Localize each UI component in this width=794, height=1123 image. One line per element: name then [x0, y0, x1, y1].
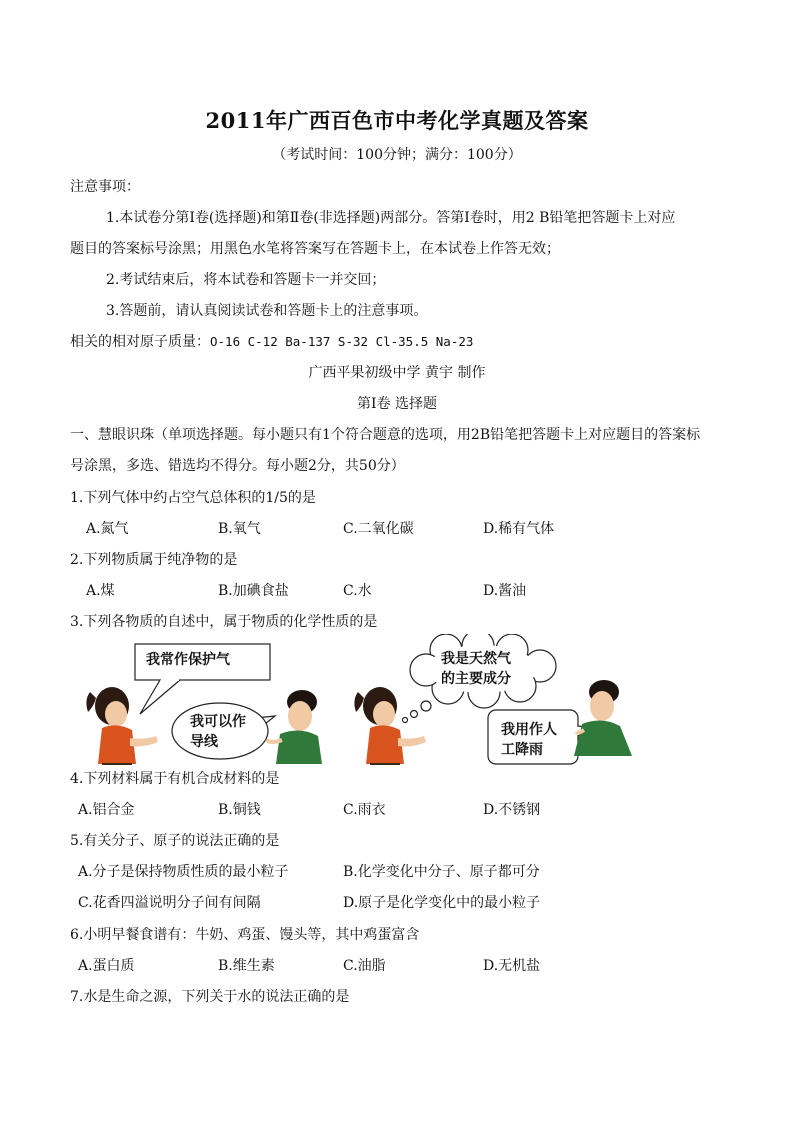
question-stem: 5.有关分子、原子的说法正确的是 — [70, 833, 280, 849]
option-a: A.分子是保持物质性质的最小粒子 — [78, 864, 289, 880]
girl-figure-right — [354, 687, 426, 764]
option-c: C.水 — [343, 583, 372, 599]
question-stem: 3.下列各物质的自述中，属于物质的化学性质的是 — [70, 614, 378, 630]
option-d: D.原子是化学变化中的最小粒子 — [343, 895, 541, 911]
option-d: D.稀有气体 — [483, 521, 555, 537]
notice-item-1: 1.本试卷分第Ⅰ卷(选择题)和第Ⅱ卷(非选择题)两部分。答第Ⅰ卷时，用2 B铅笔把答题卡上对应 — [106, 210, 676, 226]
section-1-instructions: 一、慧眼识珠（单项选择题。每小题只有1个符合题意的选项，用2B铅笔把答题卡上对应题目的答案标 — [70, 427, 701, 443]
atomic-mass-label: 相关的相对原子质量： — [70, 334, 210, 350]
bubble-2-text-line1: 我可以作 — [190, 714, 246, 730]
option-a: A.煤 — [86, 583, 115, 599]
bubble-3-text-line1: 我是天然气 — [441, 651, 511, 667]
exam-info: （考试时间：100分钟；满分：100分） — [272, 147, 522, 163]
notice-item-2: 2.考试结束后，将本试卷和答题卡一并交回； — [106, 272, 386, 288]
option-a: A.氮气 — [86, 521, 129, 537]
bubble-4-text-line2: 工降雨 — [501, 742, 543, 758]
boy-figure-left — [266, 690, 322, 764]
option-d: D.无机盐 — [483, 958, 541, 974]
volume-heading: 第Ⅰ卷 选择题 — [357, 396, 437, 412]
option-b: B.化学变化中分子、原子都可分 — [343, 864, 540, 880]
page-title: 2011年广西百色市中考化学真题及答案 — [205, 108, 589, 133]
question-stem: 4.下列材料属于有机合成材料的是 — [70, 771, 280, 787]
notice-heading: 注意事项： — [70, 179, 140, 195]
question-stem: 2.下列物质属于纯净物的是 — [70, 552, 238, 568]
option-c: C.二氧化碳 — [343, 521, 414, 537]
section-1-instructions-cont: 号涂黑，多选、错选均不得分。每小题2分，共50分） — [70, 458, 405, 474]
option-b: B.维生素 — [218, 958, 275, 974]
bubble-3-text-line2: 的主要成分 — [441, 671, 511, 687]
bubble-1-text: 我常作保护气 — [146, 652, 230, 668]
atomic-mass-line — [70, 333, 473, 351]
bubble-2-text-line2: 导线 — [190, 734, 218, 750]
option-a: A.蛋白质 — [78, 958, 135, 974]
boy-figure-right — [574, 680, 632, 756]
bubble-4-text-line1: 我用作人 — [501, 722, 557, 738]
option-c: C.花香四溢说明分子间有间隔 — [78, 895, 261, 911]
notice-item-1-cont: 题目的答案标号涂黑；用黑色水笔将答案写在答题卡上，在本试卷上作答无效； — [70, 241, 560, 257]
option-c: C.雨衣 — [343, 802, 386, 818]
option-a: A.铝合金 — [78, 802, 135, 818]
question-stem: 6.小明早餐食谱有：牛奶、鸡蛋、馒头等，其中鸡蛋富含 — [70, 927, 420, 943]
maker-credit: 广西平果初级中学 黄宇 制作 — [308, 365, 486, 381]
option-d: D.不锈钢 — [483, 802, 541, 818]
option-b: B.铜钱 — [218, 802, 261, 818]
option-b: B.加碘食盐 — [218, 583, 289, 599]
option-b: B.氧气 — [218, 521, 261, 537]
option-d: D.酱油 — [483, 583, 527, 599]
option-c: C.油脂 — [343, 958, 386, 974]
question-stem: 1.下列气体中约占空气总体积的1/5的是 — [70, 490, 316, 506]
atomic-mass-values: O-16 C-12 Ba-137 S-32 Cl-35.5 Na-23 — [210, 334, 474, 349]
question-stem: 7.水是生命之源，下列关于水的说法正确的是 — [70, 989, 350, 1005]
girl-figure-left — [86, 687, 158, 764]
notice-item-3: 3.答题前，请认真阅读试卷和答题卡上的注意事项。 — [106, 303, 428, 319]
